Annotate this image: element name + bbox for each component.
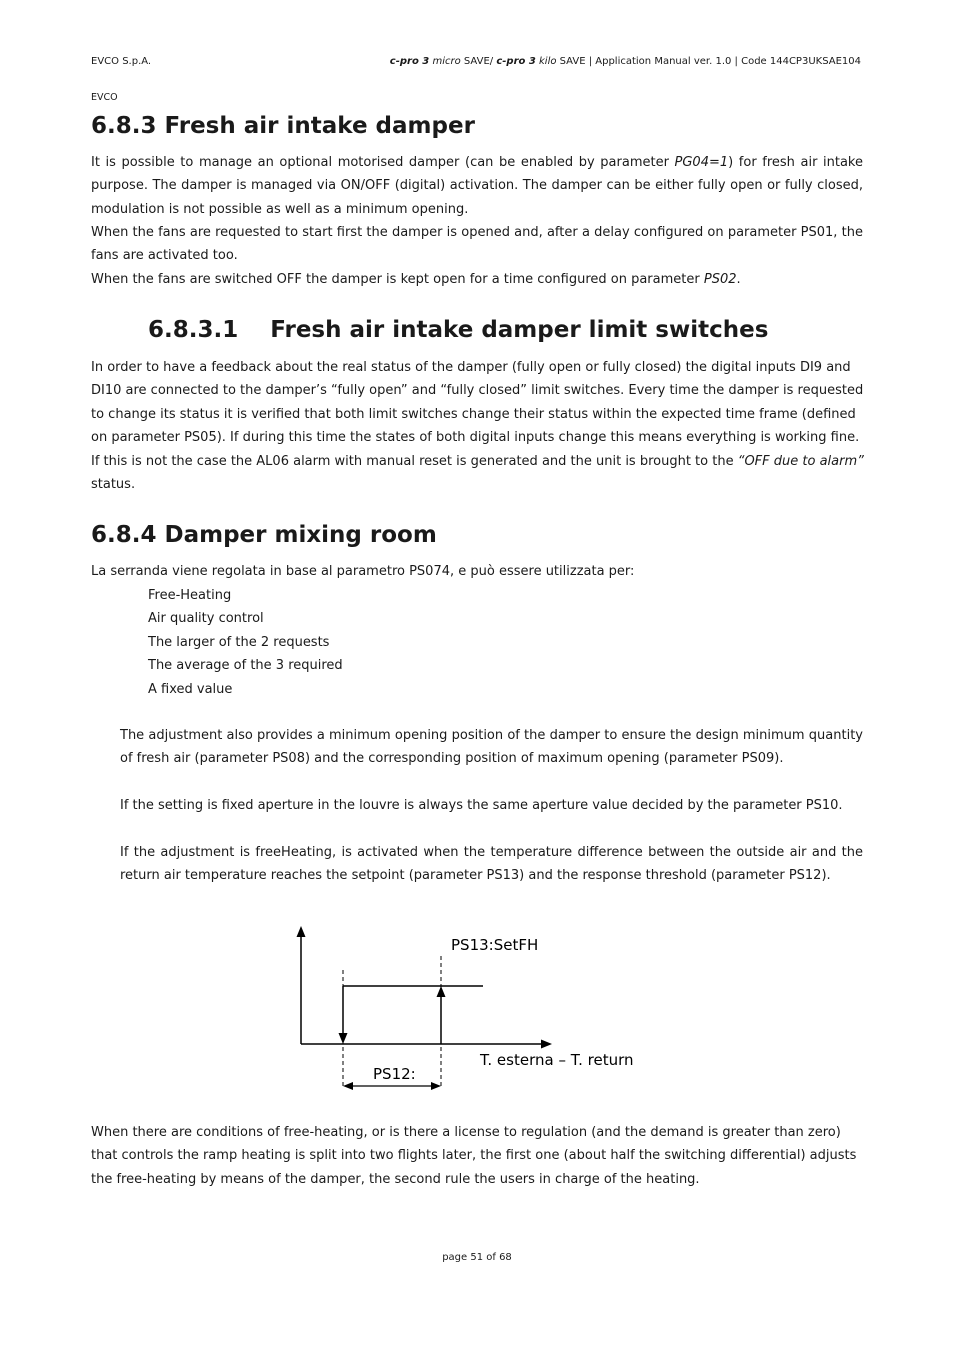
page-number: page 51 of 68: [442, 1252, 512, 1263]
heading-limit-switches: 6.8.3.1 Fresh air intake damper limit switches: [148, 317, 769, 343]
regulation-mode-list: [148, 584, 343, 701]
header-company: EVCO S.p.A.: [91, 56, 152, 67]
paragraph-fans-off: When the fans are switched OFF the damper is kept open for a time configured on parameter PS02.: [91, 272, 741, 287]
list-item: Air quality control: [148, 611, 264, 627]
heading-damper-mixing-room: 6.8.4 Damper mixing room: [91, 522, 437, 548]
paragraph-fixed-aperture: If the setting is fixed aperture in the louvre is always the same aperture value decided by the parameter PS10.: [120, 798, 843, 813]
header-manual-info: c-pro 3 micro SAVE/ c-pro 3 kilo SAVE | Application Manual ver. 1.0 | Code 144CP3UKSAE104: [389, 56, 861, 67]
label-threshold: PS12:: [373, 1065, 416, 1083]
label-setpoint: PS13:SetFH: [451, 936, 539, 954]
evco-label: EVCO: [91, 92, 118, 103]
paragraph-freeheating: If the adjustment is freeHeating, is activated when the temperature difference between the outside air and the return air temperature reaches the setpoint (parameter PS13) and the response threshold (parameter PS12).: [120, 845, 863, 884]
paragraph-damper-intro: It is possible to manage an optional motorised damper (can be enabled by parameter PG04=1) for fresh air intake purpose. The damper is managed via ON/OFF (digital) activation. The damper can be either fully open or fully closed, modulation is not possible as well as a minimum opening.: [91, 155, 863, 217]
label-axis: T. esterna – T. return: [480, 1051, 634, 1069]
heading-fresh-air-intake-damper: 6.8.3 Fresh air intake damper: [91, 113, 475, 139]
paragraph-limit-switches: In order to have a feedback about the real status of the damper (fully open or fully closed) the digital inputs DI9 and DI10 are connected to the damper’s “fully open” and “fully closed” limit switches. Every time the damper is requested to change its status it is verified that both limit switches change their status within the expected time frame (defined on parameter PS05). If during this time the states of both digital inputs change this means everything is working fine. If this is not the case the AL06 alarm with manual reset is generated and the unit is brought to the “OFF due to alarm” status.: [91, 360, 864, 493]
list-item: A fixed value: [148, 681, 233, 697]
list-item: The average of the 3 required: [148, 658, 343, 674]
paragraph-min-opening: The adjustment also provides a minimum opening position of the damper to ensure the design minimum quantity of fresh air (parameter PS08) and the corresponding position of maximum opening (parameter PS09).: [120, 728, 863, 767]
paragraph-mixing-intro: La serranda viene regolata in base al parametro PS074, e può essere utilizzata per:: [91, 564, 635, 579]
list-item: Free-Heating: [148, 588, 232, 603]
paragraph-fans-start: When the fans are requested to start first the damper is opened and, after a delay configured on parameter PS01, the fans are activated too.: [91, 225, 863, 264]
list-item: The larger of the 2 requests: [148, 634, 330, 650]
freeheating-hysteresis-diagram: [280, 920, 680, 1095]
paragraph-ramp-heating: When there are conditions of free-heating, or is there a license to regulation (and the demand is greater than zero) that controls the ramp heating is split into two flights later, the first one (about half the switching differential) adjusts the free-heating by means of the damper, the second rule the users in charge of the heating.: [91, 1125, 857, 1187]
